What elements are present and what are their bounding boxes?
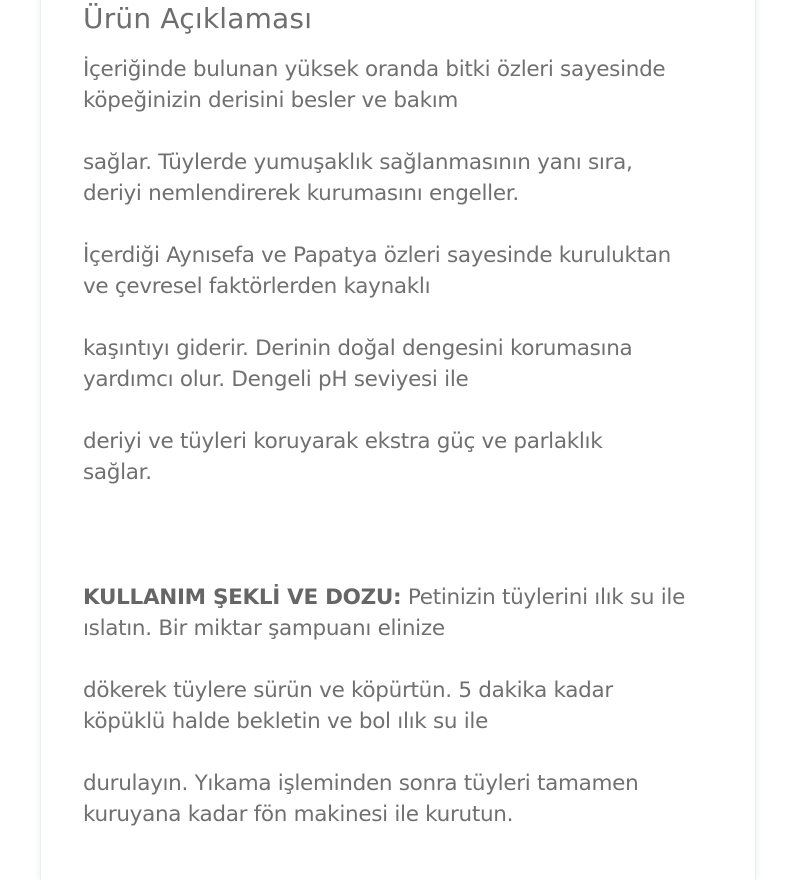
text-line: ıslatın. Bir miktar şampuanı elinize bbox=[83, 616, 445, 641]
description-paragraph-1 bbox=[83, 54, 665, 116]
text-line bbox=[83, 582, 685, 613]
description-paragraph-4 bbox=[83, 333, 632, 395]
usage-paragraph-1 bbox=[83, 582, 685, 644]
description-paragraph-5 bbox=[83, 426, 602, 488]
description-paragraph-2 bbox=[83, 147, 633, 209]
text-line: durulayın. Yıkama işleminden sonra tüyleri tamamen bbox=[83, 771, 639, 796]
text-line: köpüklü halde bekletin ve bol ılık su ile bbox=[83, 709, 489, 734]
description-paragraph-3 bbox=[83, 240, 671, 302]
text-line: İçerdiği Aynısefa ve Papatya özleri sayesinde kuruluktan bbox=[83, 243, 671, 268]
text-line: sağlar. bbox=[83, 460, 152, 485]
usage-label: KULLANIM ŞEKLİ VE DOZU: bbox=[83, 585, 402, 610]
text-line: yardımcı olur. Dengeli pH seviyesi ile bbox=[83, 367, 469, 392]
text-line: kaşıntıyı giderir. Derinin doğal dengesini korumasına bbox=[83, 336, 633, 361]
usage-text: Petinizin tüylerini ılık su ile bbox=[401, 585, 686, 610]
text-line: sağlar. Tüylerde yumuşaklık sağlanmasının yanı sıra, bbox=[83, 150, 633, 175]
usage-paragraph-3 bbox=[83, 768, 638, 830]
text-line: dökerek tüylere sürün ve köpürtün. 5 dakika kadar bbox=[83, 678, 613, 703]
text-line: ve çevresel faktörlerden kaynaklı bbox=[83, 274, 431, 299]
usage-paragraph-2 bbox=[83, 675, 613, 737]
text-line: İçeriğinde bulunan yüksek oranda bitki özleri sayesinde bbox=[83, 57, 666, 82]
text-line: deriyi ve tüyleri koruyarak ekstra güç ve parlaklık bbox=[83, 429, 603, 454]
text-line: deriyi nemlendirerek kurumasını engeller. bbox=[83, 181, 519, 206]
section-title: Ürün Açıklaması bbox=[83, 2, 313, 35]
text-line: köpeğinizin derisini besler ve bakım bbox=[83, 88, 459, 113]
text-line: kuruyana kadar fön makinesi ile kurutun. bbox=[83, 802, 514, 827]
